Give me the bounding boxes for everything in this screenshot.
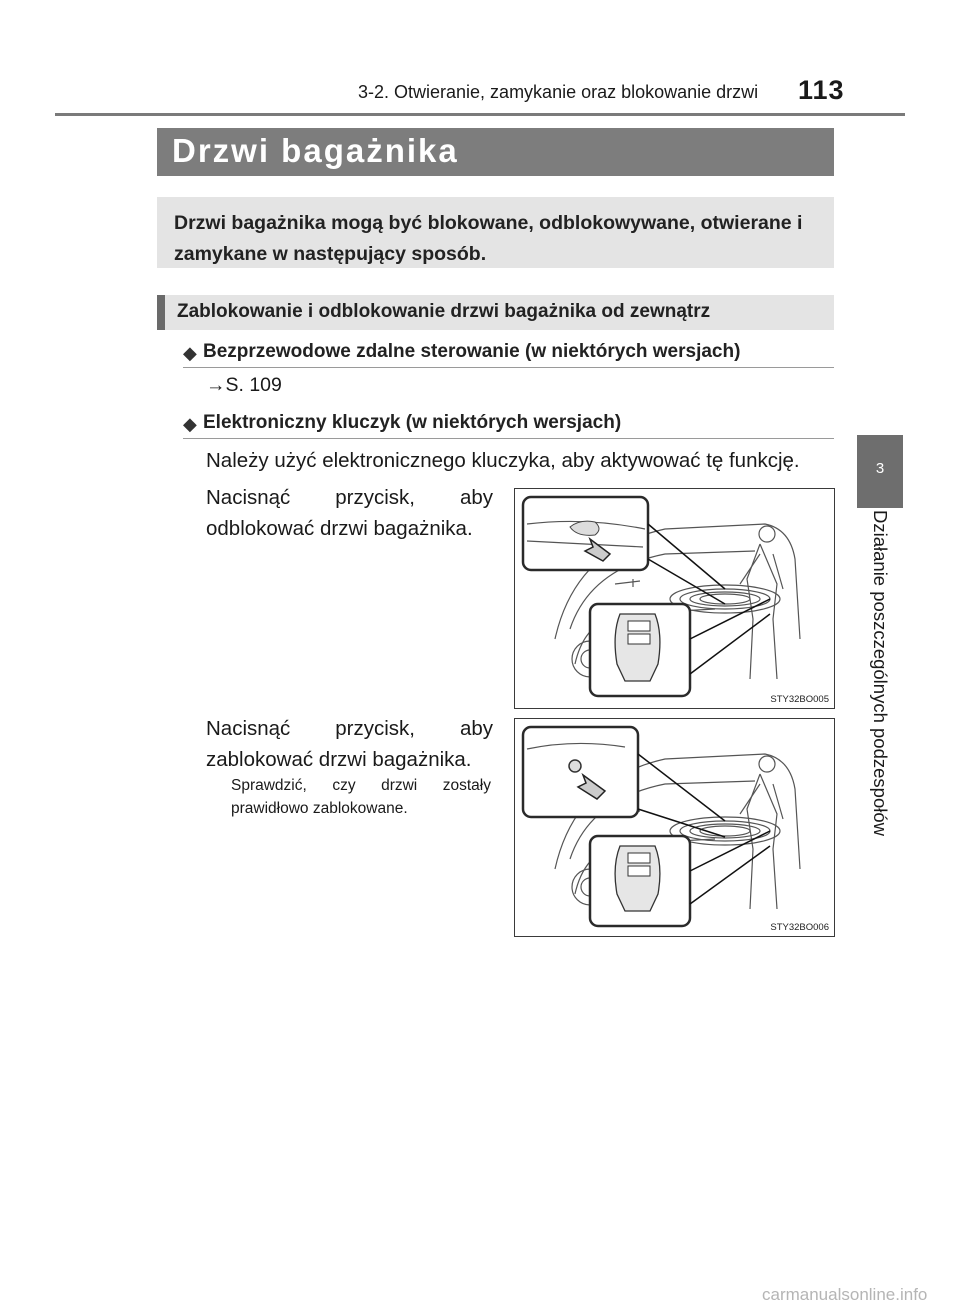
unlock-instruction: Nacisnąć przycisk, aby odblokować drzwi bagażnika.	[206, 486, 493, 540]
lock-note: Sprawdzić, czy drzwi zostały prawidłowo zablokowane.	[231, 777, 491, 817]
header-rule	[55, 113, 905, 116]
page-reference-link[interactable]: →S. 109	[206, 374, 282, 396]
figure-code: STY32BO005	[770, 694, 829, 705]
chapter-title: Działanie poszczególnych podzespołów	[870, 510, 891, 836]
subheading: Zablokowanie i odblokowanie drzwi bagażnika od zewnątrz	[177, 301, 711, 322]
item-rule	[183, 367, 834, 368]
page-number: 113	[798, 75, 845, 105]
subheading-accent	[157, 295, 165, 330]
diamond-bullet-icon: ◆	[183, 414, 197, 434]
intro-text: Drzwi bagażnika mogą być blokowane, odblokowywane, otwierane i zamykane w następujący sposób.	[174, 212, 803, 265]
figure-code: STY32BO006	[770, 922, 829, 933]
lock-instruction: Nacisnąć przycisk, aby zablokować drzwi bagażnika.	[206, 717, 493, 771]
figure-unlock	[514, 488, 835, 709]
item-heading-smart-key: Elektroniczny kluczyk (w niektórych wersjach)	[203, 412, 622, 433]
diamond-bullet-icon: ◆	[183, 343, 197, 363]
lock-illustration-icon	[515, 719, 834, 936]
item-heading-remote: Bezprzewodowe zdalne sterowanie (w niektórych wersjach)	[203, 341, 741, 362]
unlock-illustration-icon	[515, 489, 834, 708]
item-rule	[183, 438, 834, 439]
watermark: carmanualsonline.info	[762, 1285, 928, 1304]
chapter-number: 3	[875, 460, 885, 477]
page-title: Drzwi bagażnika	[172, 132, 459, 169]
chapter-title-wrap	[859, 510, 903, 855]
running-header: 3-2. Otwieranie, zamykanie oraz blokowanie drzwi	[358, 82, 759, 102]
figure-lock	[514, 718, 835, 937]
instruction-text: Należy użyć elektronicznego kluczyka, aby aktywować tę funkcję.	[206, 449, 800, 472]
